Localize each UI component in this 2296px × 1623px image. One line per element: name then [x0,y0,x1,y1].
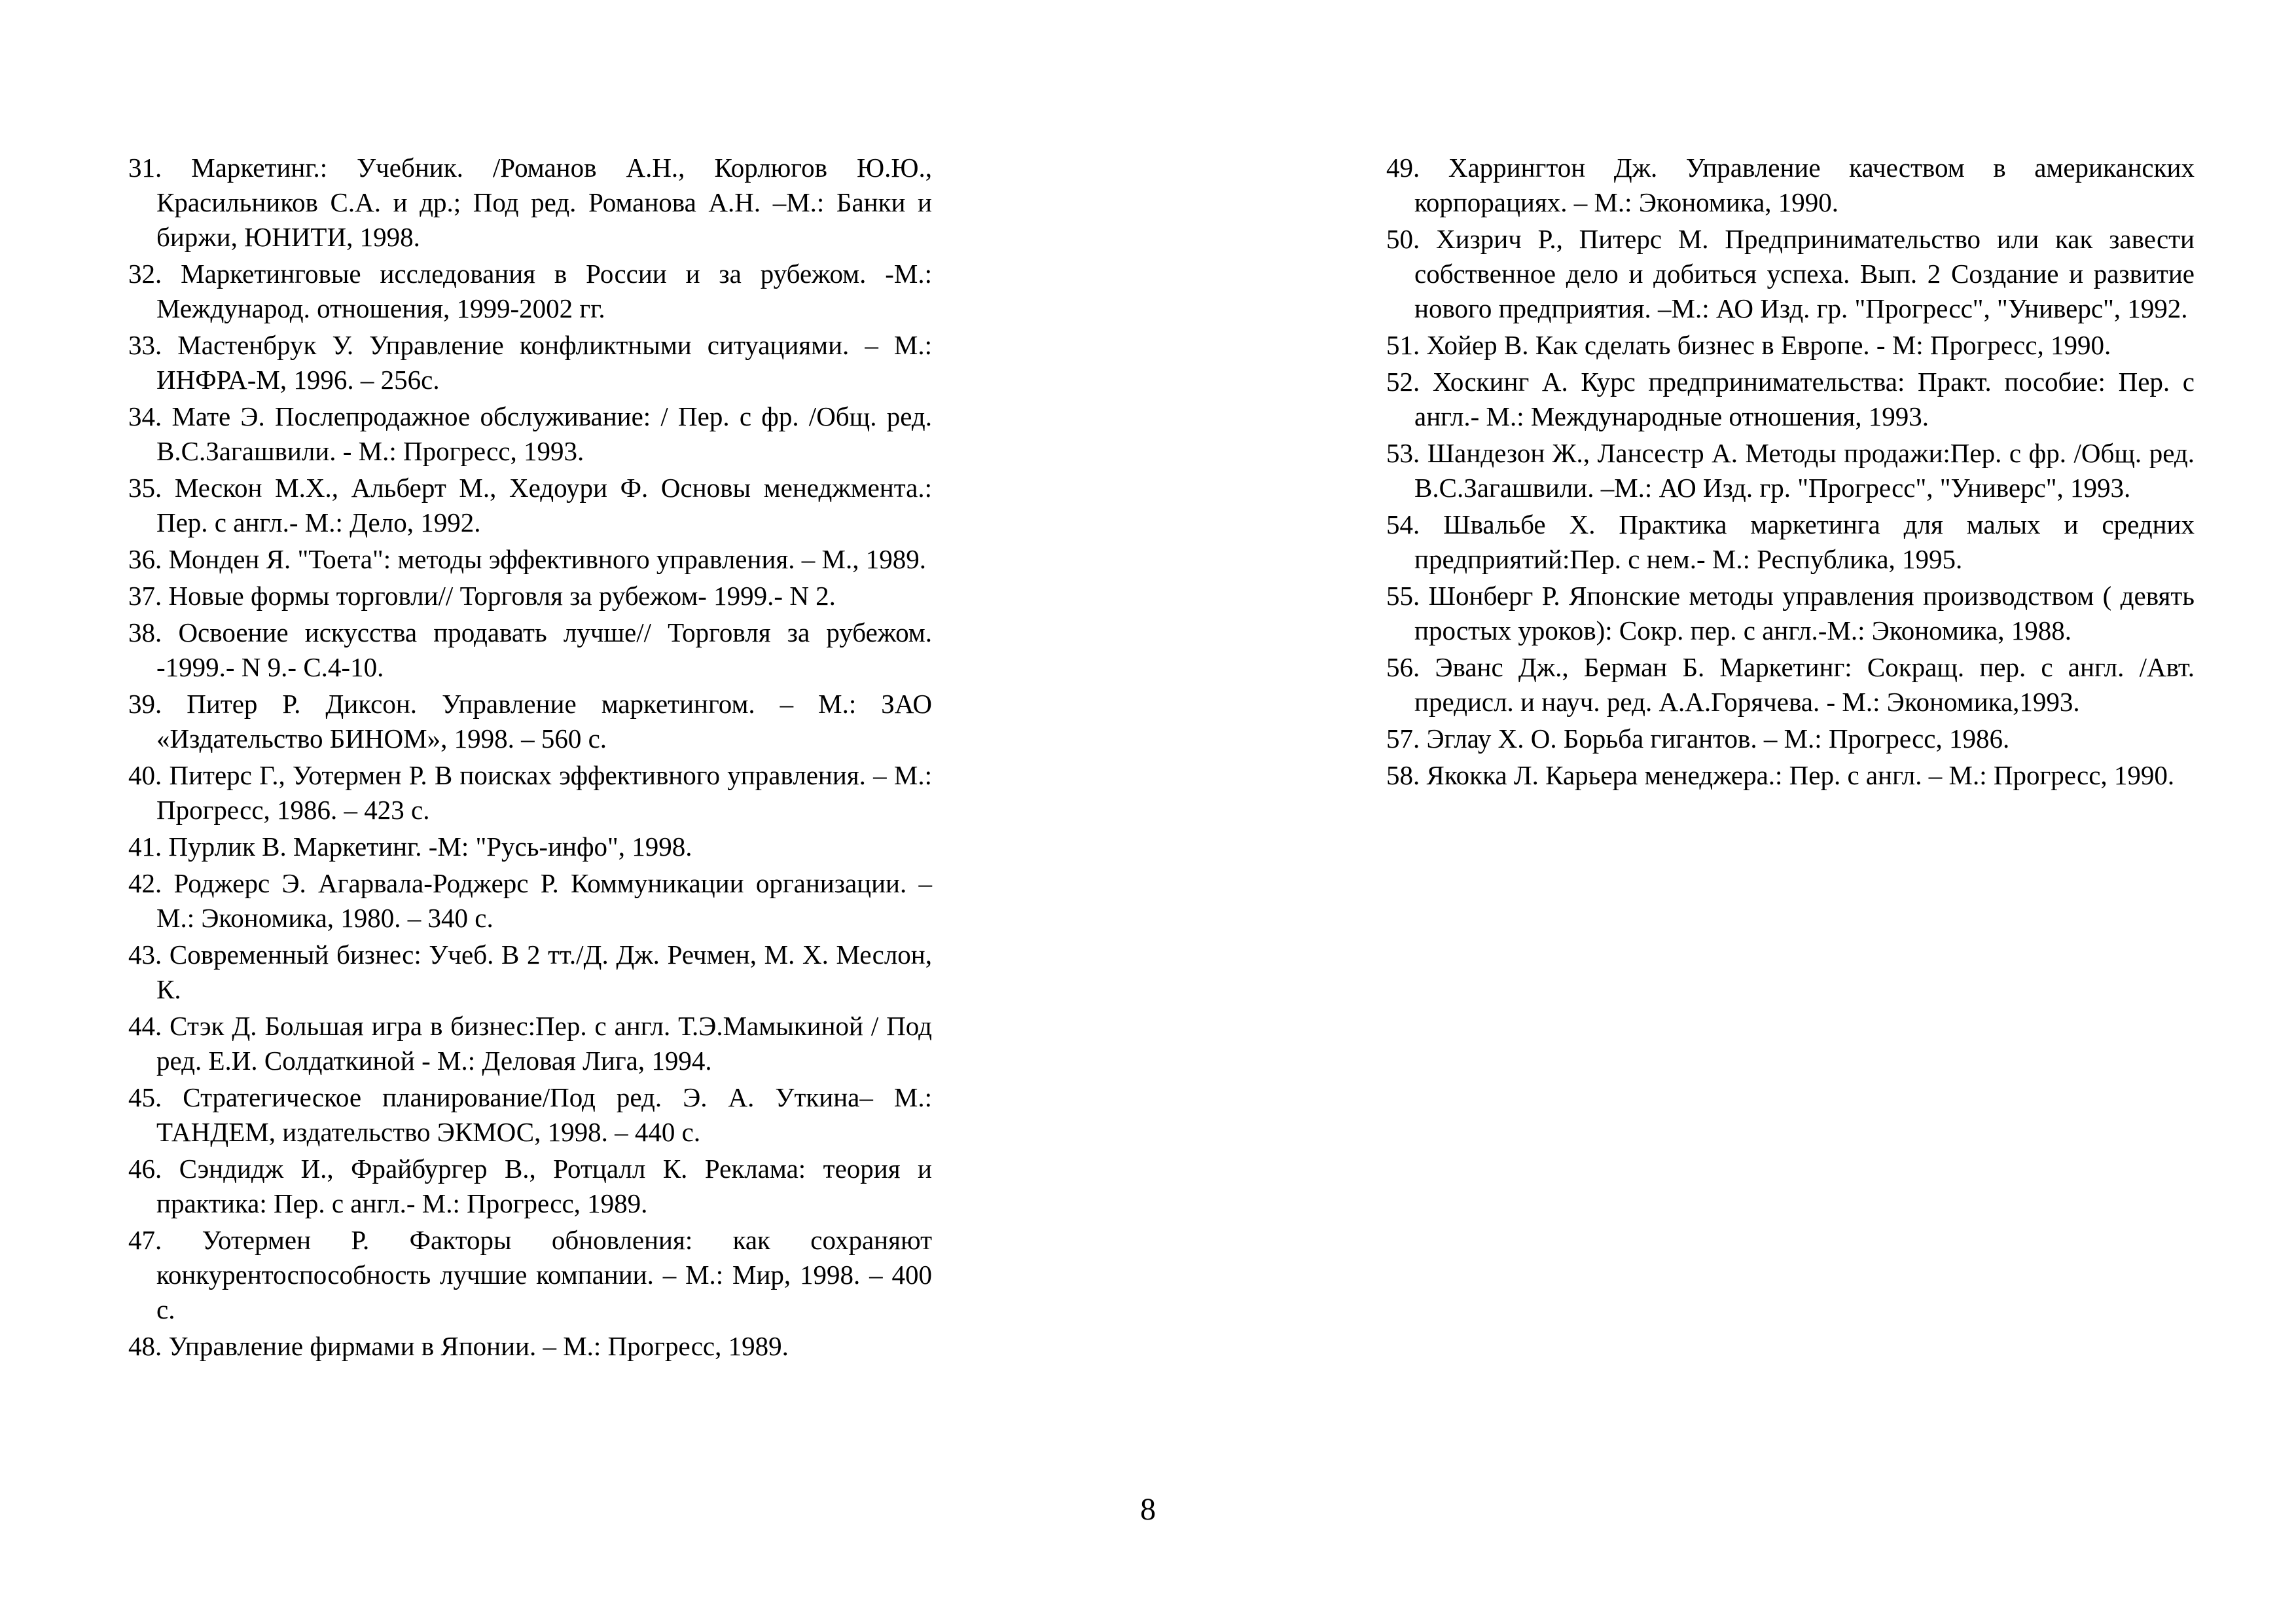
reference-item: 44. Стэк Д. Большая игра в бизнес:Пер. с англ. Т.Э.Мамыкиной / Под ред. Е.И. Солдаткиной - М.: Деловая Лига, 1994. [128,1011,932,1076]
reference-item: 38. Освоение искусства продавать лучше// Торговля за рубежом. -1999.- N 9.- С.4-10. [128,617,932,682]
reference-item: 42. Роджерс Э. Агарвала-Роджерс Р. Коммуникации организации. – М.: Экономика, 1980. – 340 с. [128,868,932,933]
reference-list-left [128,151,932,1366]
reference-item: 34. Мате Э. Послепродажное обслуживание: / Пер. с фр. /Общ. ред. В.С.Загашвили. - М.: Прогресс, 1993. [128,401,932,466]
reference-item: 37. Новые формы торговли// Торговля за рубежом- 1999.- N 2. [128,581,836,611]
reference-item: 57. Эглау Х. О. Борьба гигантов. – М.: Прогресс, 1986. [1386,723,2010,754]
reference-item: 48. Управление фирмами в Японии. – М.: Прогресс, 1989. [128,1331,789,1361]
reference-item: 51. Хойер В. Как сделать бизнес в Европе. - М: Прогресс, 1990. [1386,330,2111,360]
reference-item: 50. Хизрич Р., Питерс М. Предпринимательство или как завести собственное дело и добиться успеха. Вып. 2 Создание и развитие нового предприятия. –М.: АО Изд. гр. "Прогресс", "Универс", 1992. [1386,224,2195,323]
reference-item: 40. Питерс Г., Уотермен Р. В поисках эффективного управления. – М.: Прогресс, 1986. – 423 с. [128,760,932,825]
reference-list-right [1386,151,2195,795]
reference-item: 32. Маркетинговые исследования в России и за рубежом. -М.: Международ. отношения, 1999-2002 гг. [128,259,932,323]
reference-item: 52. Хоскинг А. Курс предпринимательства: Практ. пособие: Пер. с англ.- М.: Международные отношения, 1993. [1386,367,2195,431]
reference-item: 39. Питер Р. Диксон. Управление маркетингом. – М.: ЗАО «Издательство БИНОМ», 1998. – 560 с. [128,689,932,754]
reference-item: 53. Шандезон Ж., Лансестр А. Методы продажи:Пер. с фр. /Общ. ред. В.С.Загашвили. –М.: АО Изд. гр. "Прогресс", "Универс", 1993. [1386,438,2195,503]
reference-item: 54. Швальбе Х. Практика маркетинга для малых и средних предприятий:Пер. с нем.- М.: Республика, 1995. [1386,509,2195,574]
reference-item: 49. Харрингтон Дж. Управление качеством в американских корпорациях. – М.: Экономика, 1990. [1386,153,2195,217]
reference-item: 45. Стратегическое планирование/Под ред. Э. А. Уткина– М.: ТАНДЕМ, издательство ЭКМОС, 1998. – 440 с. [128,1082,932,1147]
reference-item: 55. Шонберг Р. Японские методы управления производством ( девять простых уроков): Сокр. пер. с англ.-М.: Экономика, 1988. [1386,581,2195,646]
reference-item: 56. Эванс Дж., Берман Б. Маркетинг: Сокращ. пер. с англ. /Авт. предисл. и науч. ред. А.А.Горячева. - М.: Экономика,1993. [1386,652,2195,717]
reference-item: 47. Уотермен Р. Факторы обновления: как сохраняют конкурентоспособность лучшие компании. – М.: Мир, 1998. – 400 с. [128,1225,932,1324]
reference-item: 43. Современный бизнес: Учеб. В 2 тт./Д. Дж. Речмен, М. Х. Меслон, К. [128,939,932,1004]
reference-item: 36. Монден Я. "Тоета": методы эффективного управления. – М., 1989. [128,544,926,574]
reference-item: 46. Сэндидж И., Фрайбургер В., Ротцалл К. Реклама: теория и практика: Пер. с англ.- М.: Прогресс, 1989. [128,1154,932,1218]
reference-item: 35. Мескон М.Х., Альберт М., Хедоури Ф. Основы менеджмента.: Пер. с англ.- М.: Дело, 1992. [128,473,932,538]
reference-item: 31. Маркетинг.: Учебник. /Романов А.Н., Корлюгов Ю.Ю., Красильников С.А. и др.; Под ред. Романова А.Н. –М.: Банки и биржи, ЮНИТИ, 1998. [128,153,932,252]
reference-item: 58. Якокка Л. Карьера менеджера.: Пер. с англ. – М.: Прогресс, 1990. [1386,760,2175,790]
page-number: 8 [1140,1492,1156,1527]
reference-item: 41. Пурлик В. Маркетинг. -М: "Русь-инфо", 1998. [128,831,692,862]
reference-item: 33. Мастенбрук У. Управление конфликтными ситуациями. – М.: ИНФРА-М, 1996. – 256с. [128,330,932,395]
